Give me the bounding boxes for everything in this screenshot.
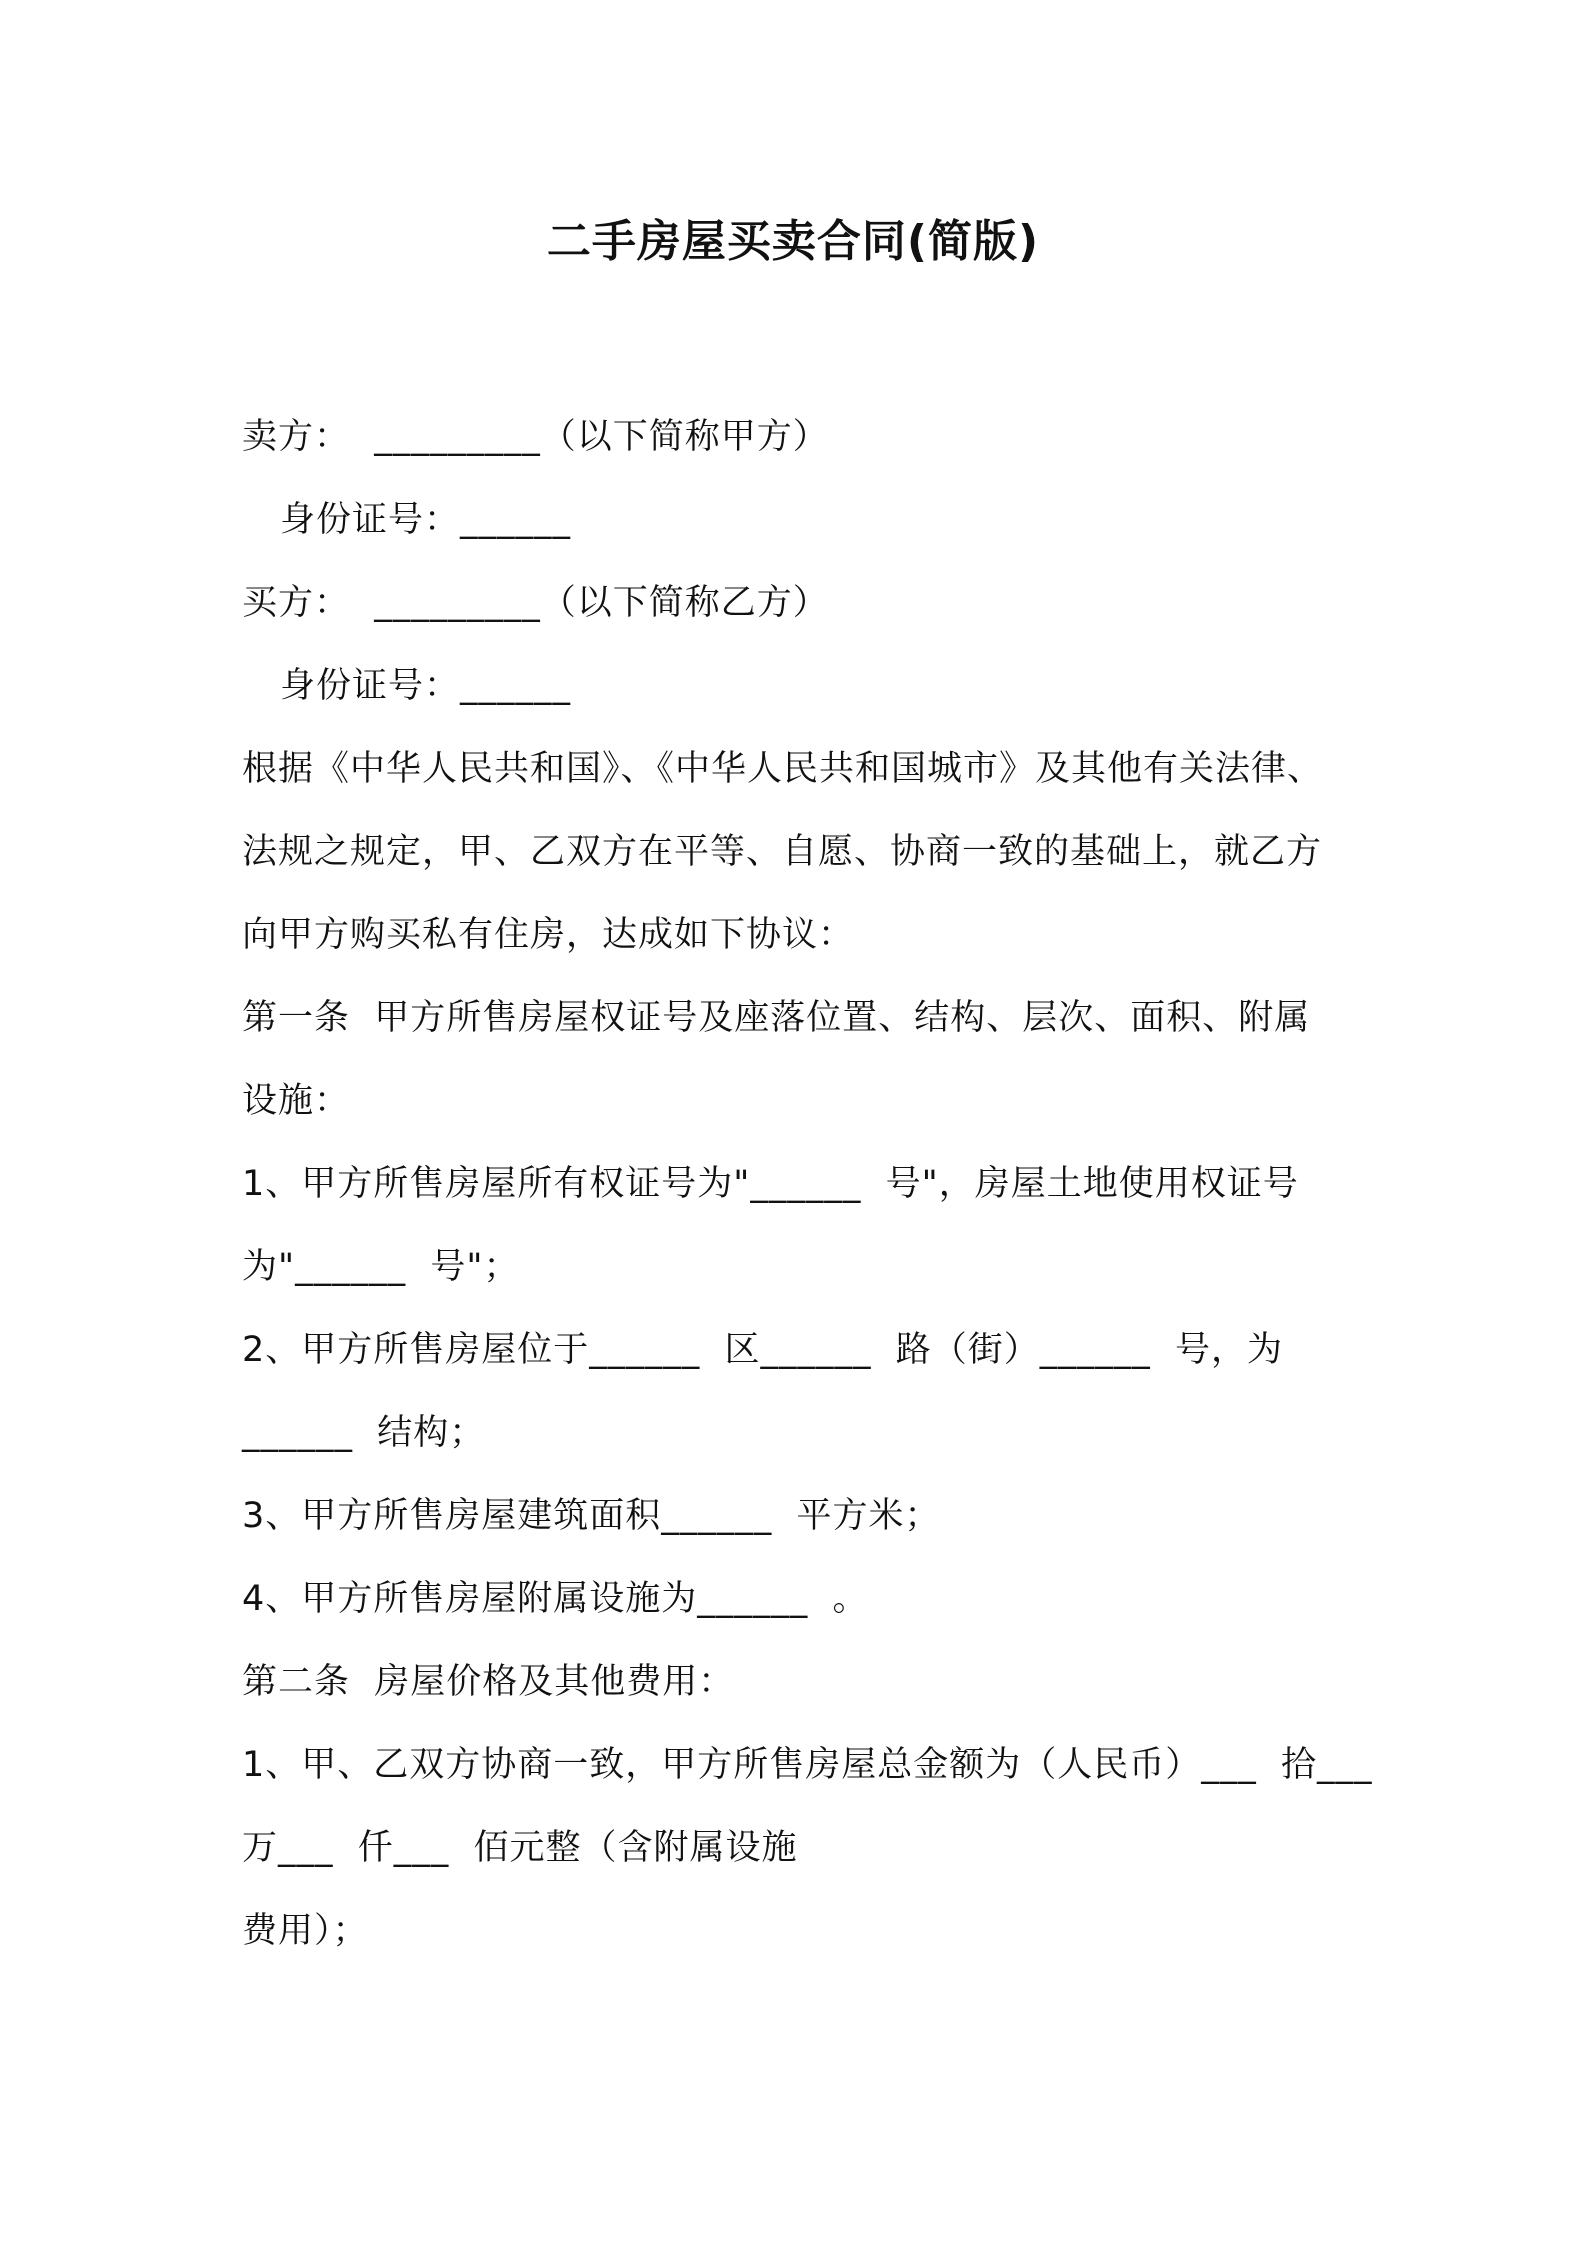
clause-1-2-line-2: ______ 结构； [242,1413,486,1453]
clause-1-1-line-2: 为"______ 号"； [242,1247,520,1287]
buyer-id-line: 身份证号：______ [280,666,572,706]
document-title: 二手房屋买卖合同(简版) [546,216,1040,267]
preamble-line-3: 向甲方购买私有住房，达成如下协议： [242,915,855,955]
seller-line: 卖方： _________（以下简称甲方） [242,417,829,457]
buyer-line: 买方： _________（以下简称乙方） [242,583,829,623]
preamble-line-1: 根据《中华人民共和国》、《中华人民共和国城市》及其他有关法律、 [242,749,1324,789]
clause-2-1-line-1: 1、甲、乙双方协商一致，甲方所售房屋总金额为（人民币）___ 拾___ [242,1745,1373,1785]
clause-2-1-line-2: 万___ 仟___ 佰元整（含附属设施 [242,1828,798,1868]
clause-2-1-line-3: 费用）； [242,1911,369,1951]
article-2-heading: 第二条 房屋价格及其他费用： [242,1662,735,1702]
clause-1-3: 3、甲方所售房屋建筑面积______ 平方米； [242,1496,941,1536]
seller-id-line: 身份证号：______ [280,500,572,540]
clause-1-2-line-1: 2、甲方所售房屋位于______ 区______ 路（街）______ 号，为 [242,1330,1284,1370]
article-1-heading-line-1: 第一条 甲方所售房屋权证号及座落位置、结构、层次、面积、附属 [242,998,1311,1038]
clause-1-1-line-1: 1、甲方所售房屋所有权证号为"______ 号"，房屋土地使用权证号 [242,1164,1299,1204]
clause-1-4: 4、甲方所售房屋附属设施为______ 。 [242,1579,869,1619]
article-1-heading-line-2: 设施： [242,1081,351,1121]
preamble-line-2: 法规之规定，甲、乙双方在平等、自愿、协商一致的基础上，就乙方 [242,832,1323,872]
